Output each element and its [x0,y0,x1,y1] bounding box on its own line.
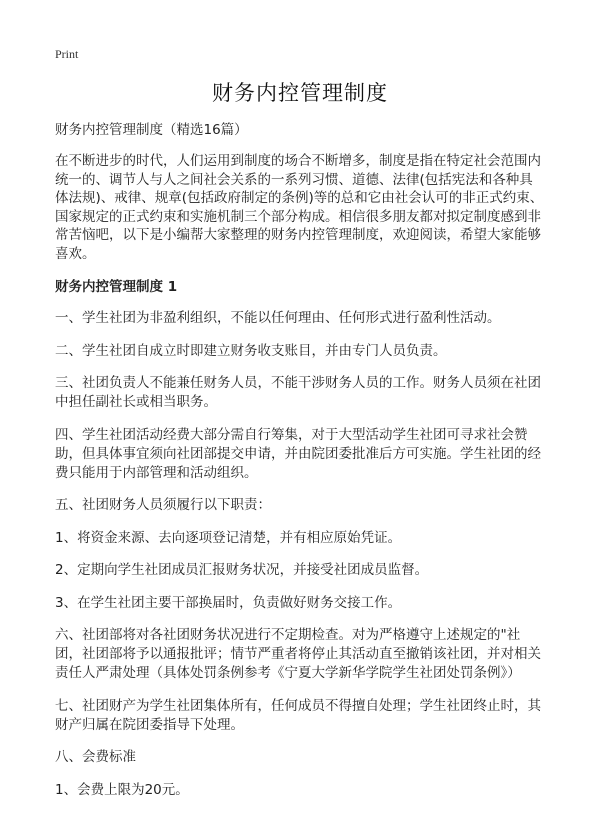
clause-paragraph-4: 四、学生社团活动经费大部分需自行筹集，对于大型活动学生社团可寻求社会赞助，但具体事宜须向社团部提交申请，并由院团委批准后方可实施。学生社团的经费只能用于内部管理和活动组织。 [55,426,541,481]
section-heading: 财务内控管理制度 1 [55,279,178,295]
clause-paragraph-2: 二、学生社团自成立时即建立财务收支账目，并由专门人员负责。 [55,342,447,359]
clause-item-5-3: 3、在学生社团主要干部换届时，负责做好财务交接工作。 [55,594,402,611]
print-link[interactable]: Print [55,47,79,61]
clause-paragraph-8: 八、会费标准 [55,749,136,765]
clause-item-5-2: 2、定期向学生社团成员汇报财务状况，并接受社团成员监督。 [55,562,429,578]
clause-paragraph-1: 一、学生社团为非盈利组织，不能以任何理由、任何形式进行盈利性活动。 [55,310,501,326]
clause-item-5-1: 1、将资金来源、去向逐项登记清楚，并有相应原始凭证。 [55,529,402,546]
clause-paragraph-5: 五、社团财务人员须履行以下职责： [55,497,271,513]
clause-paragraph-3: 三、社团负责人不能兼任财务人员，不能干涉财务人员的工作。财务人员须在社团中担任副社长或相当职务。 [55,375,541,410]
clause-paragraph-6: 六、社团部将对各社团财务状况进行不定期检查。对为严格遵守上述规定的"社团，社团部将予以通报批评；情节严重者将停止其活动直至撤销该社团，并对相关责任人严肃处理（具体处罚条例参考《宁夏大学新华学院学生社团处罚条例》） [55,627,541,681]
page-title: 财务内控管理制度 [212,81,388,105]
document-subtitle: 财务内控管理制度（精选16篇） [55,122,248,138]
intro-paragraph: 在不断进步的时代，人们运用到制度的场合不断增多，制度是指在特定社会范围内统一的、调节人与人之间社会关系的一系列习惯、道德、法律(包括宪法和各种具体法规)、戒律、规章(包括政府制定的条例)等的总和它由社会认可的非正式约束、国家规定的正式约束和实施机制三个部分构成。相信很多朋友都对拟定制度感到非常苦恼吧，以下是小编帮大家整理的财务内控管理制度，欢迎阅读，希望大家能够喜欢。 [55,153,544,262]
document-body [55,120,545,813]
clause-item-8-1: 1、会费上限为20元。 [55,781,189,798]
clause-paragraph-7: 七、社团财产为学生社团集体所有，任何成员不得擅自处理；学生社团终止时，其财产归属在院团委指导下处理。 [55,697,541,733]
